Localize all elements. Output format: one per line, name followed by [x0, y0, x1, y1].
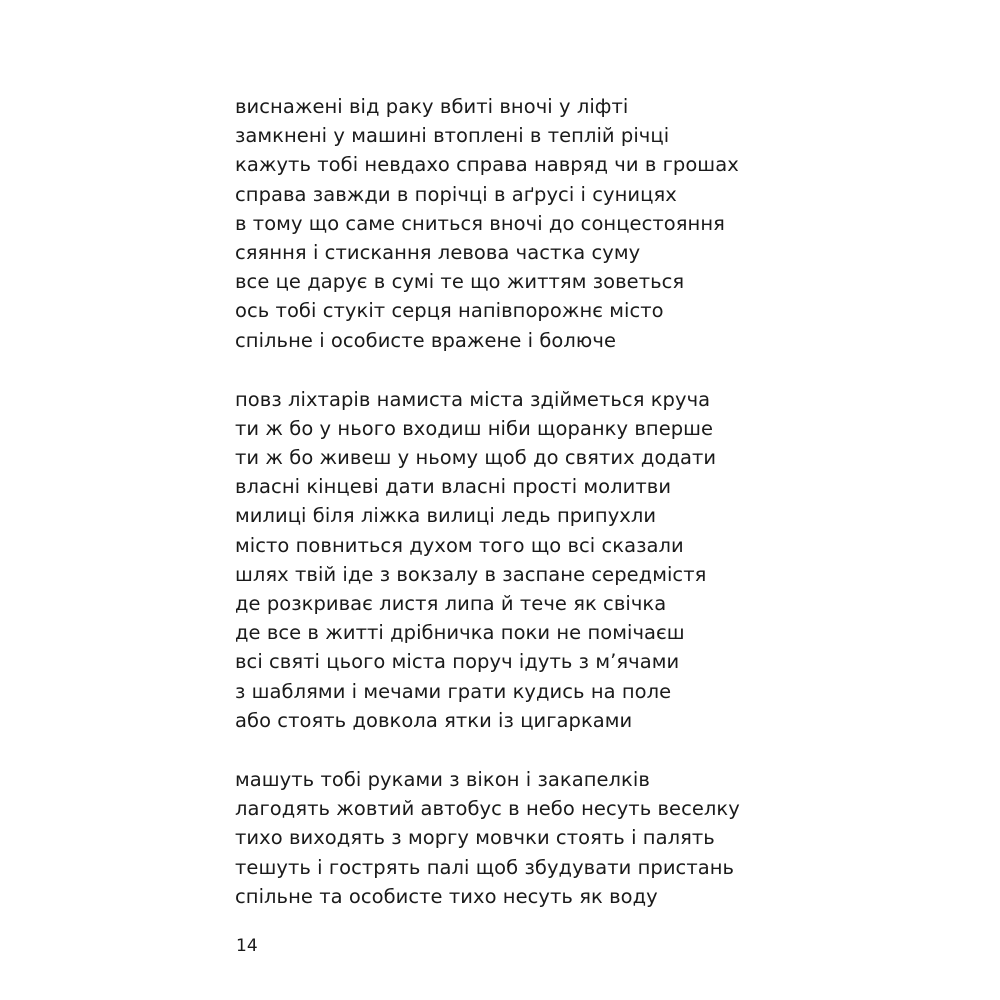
poem-line: з шаблями і мечами грати кудись на поле	[235, 679, 672, 703]
poem-line: милиці біля ліжка вилиці ледь припухли	[235, 504, 657, 528]
poem-line: де розкриває листя липа й тече як свічка	[235, 592, 667, 615]
poem-text	[235, 92, 795, 911]
poem-line: ти ж бо у нього входиш ніби щоранку вперше	[235, 416, 714, 440]
poem-line: в тому що саме сниться вночі до сонцестояння	[235, 211, 725, 235]
poem-line: тешуть і гострять палі щоб збудувати пристань	[235, 855, 735, 879]
page-number: 14	[236, 936, 258, 956]
poem-line: замкнені у машині втоплені в теплій річці	[235, 124, 670, 148]
poem-line: або стоять довкола ятки із цигарками	[235, 708, 633, 732]
poem-line: спільне і особисте вражене і болюче	[235, 328, 617, 352]
poem-line: лагодять жовтий автобус в небо несуть веселку	[235, 797, 740, 821]
poem-line: тихо виходять з моргу мовчки стоять і палять	[235, 826, 715, 850]
poem-line: повз ліхтарів намиста міста здійметься круча	[235, 387, 711, 411]
poem-line: виснажені від раку вбиті вночі у ліфті	[235, 95, 629, 118]
poem-line: всі святі цього міста поруч ідуть з м’ячами	[235, 650, 680, 674]
poem-line: де все в житті дрібничка поки не помічаєш	[235, 621, 685, 645]
poem-line: ти ж бо живеш у ньому щоб до святих додати	[235, 446, 717, 470]
poem-line: все це дарує в сумі те що життям зоветься	[235, 270, 685, 294]
poem-line: власні кінцеві дати власні прості молитви	[235, 475, 672, 499]
poem-line: кажуть тобі невдахо справа навряд чи в грошах	[235, 153, 739, 177]
poem-line: машуть тобі руками з вікон і закапелків	[235, 767, 650, 791]
poem-line: спільне та особисте тихо несуть як воду	[235, 884, 658, 908]
stanza-2	[235, 385, 795, 735]
stanza-1	[235, 92, 795, 355]
poem-line: сяяння і стискання левова частка суму	[235, 240, 641, 264]
poem-line: місто повниться духом того що всі сказали	[235, 533, 684, 557]
stanza-3	[235, 765, 795, 911]
poem-line: справа завжди в порічці в аґрусі і суницях	[235, 182, 677, 206]
poem-line: ось тобі стукіт серця напівпорожнє місто	[235, 299, 664, 323]
poem-line: шлях твій іде з вокзалу в заспане середмістя	[235, 562, 707, 586]
